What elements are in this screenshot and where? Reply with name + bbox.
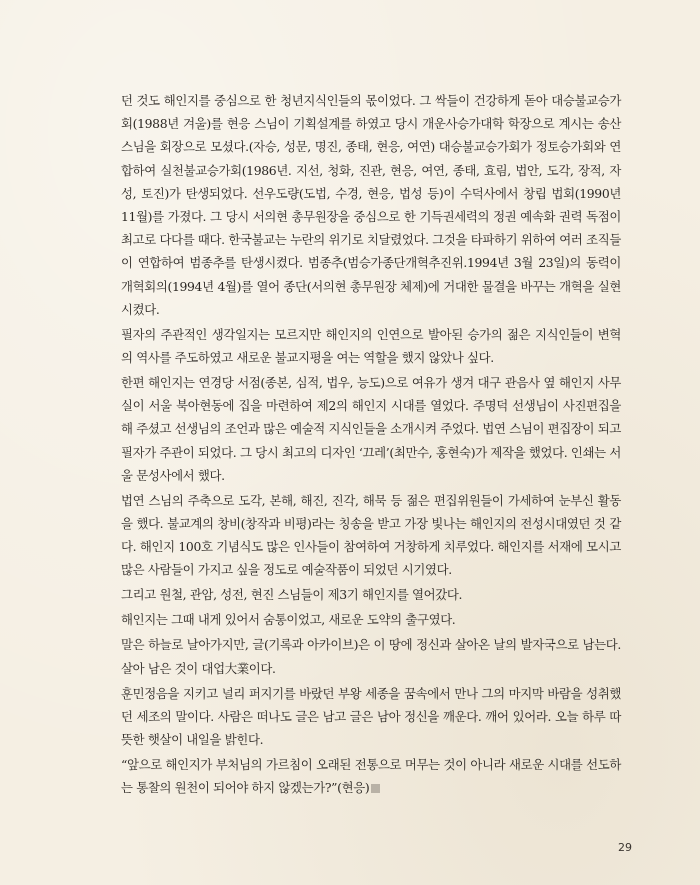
paragraph: 훈민정음을 지키고 널리 퍼지기를 바랐던 부왕 세종을 꿈속에서 만나 그의 마지막 바람을 성취했던 세조의 말이다. 사람은 떠나도 글은 남고 글은 남아 정신을 깨운다. 깨어 있어라. 오늘 하루 따뜻한 햇살이 내일을 밝힌다.	[121, 685, 621, 748]
paragraph: 법연 스님의 주축으로 도각, 본해, 해진, 진각, 해묵 등 젊은 편집위원들이 가세하여 눈부신 활동을 했다. 불교계의 창비(창작과 비평)라는 칭송을 받고 가장 빛나는 해인지의 전성시대였던 것 같다. 해인지 100호 기념식도 많은 인사들이 참여하여 거창하게 치루었다. 해인지를 서재에 모시고 많은 사람들이 가지고 싶을 정도로 예술작품이 되었던 시기였다.	[121, 492, 621, 578]
closing-quote-text: “앞으로 해인지가 부처님의 가르침이 오래된 전통으로 머무는 것이 아니라 새로운 시대를 선도하는 통찰의 원천이 되어야 하지 않겠는가?”(현응)	[121, 757, 621, 796]
paragraph: 해인지는 그때 내게 있어서 숨통이었고, 새로운 도약의 출구였다.	[121, 612, 456, 628]
paragraph: 그리고 원철, 관암, 성전, 현진 스님들이 제3기 해인지를 열어갔다.	[121, 587, 463, 603]
page-number: 29	[618, 841, 632, 854]
paragraph: 던 것도 해인지를 중심으로 한 청년지식인들의 몫이었다. 그 싹들이 건강하게 돋아 대승불교승가회(1988년 겨울)를 현응 스님이 기획설계를 하였고 당시 개운사승가대학 학장으로 계시는 송산 스님을 회장으로 모셨다.(자승, 성문, 명진, 종태, 현응, 여연) 대승불교승가회가 정토승가회와 연합하여 실천불교승가회(1986년. 지선, 청화, 진관, 현응, 여연, 종태, 효림, 법안, 도각, 장적, 자성, 토진)가 탄생되었다. 선우도량(도법, 수경, 현응, 법성 등)이 수덕사에서 창립 법회(1990년 11월)를 가졌다. 그 당시 서의현 총무원장을 중심으로 한 기득권세력의 정권 예속화 권력 독점이 최고로 다다를 때다. 한국불교는 누란의 위기로 치달렸었다. 그것을 타파하기 위하여 여러 조직들이 연합하여 범종추를 탄생시켰다. 범종추(범승가종단개혁추진위.1994년 3월 23일)의 동력이 개혁회의(1994년 4월)를 열어 종단(서의현 총무원장 체제)에 거대한 물결을 바꾸는 개혁을 실현시켰다.	[121, 93, 621, 317]
article-body	[121, 89, 621, 801]
closing-quote-paragraph	[121, 753, 621, 799]
paragraph: 필자의 주관적인 생각일지는 모르지만 해인지의 인연으로 발아된 승가의 젊은 지식인들이 변혁의 역사를 주도하였고 새로운 불교지평을 여는 역할을 했지 않았나 싶다.	[121, 326, 621, 366]
end-mark-icon	[371, 784, 380, 793]
paragraph: 말은 하늘로 날아가지만, 글(기록과 아카이브)은 이 땅에 정신과 살아온 날의 발자국으로 남는다. 살아 남은 것이 대업大業이다.	[121, 637, 621, 676]
paragraph: 한편 해인지는 연경당 서점(종본, 심적, 법우, 능도)으로 여유가 생겨 대구 관음사 옆 해인지 사무실이 서울 북아현동에 집을 마련하여 제2의 해인지 시대를 열었다. 주명덕 선생님이 사진편집을 해 주셨고 선생님의 조언과 많은 예술적 지식인들을 소개시켜 주었다. 법연 스님이 편집장이 되고 필자가 주관이 되었다. 그 당시 최고의 디자인 ‘끄레’(최만수, 홍현숙)가 제작을 했었다. 인쇄는 서울 문성사에서 했다.	[121, 375, 621, 483]
